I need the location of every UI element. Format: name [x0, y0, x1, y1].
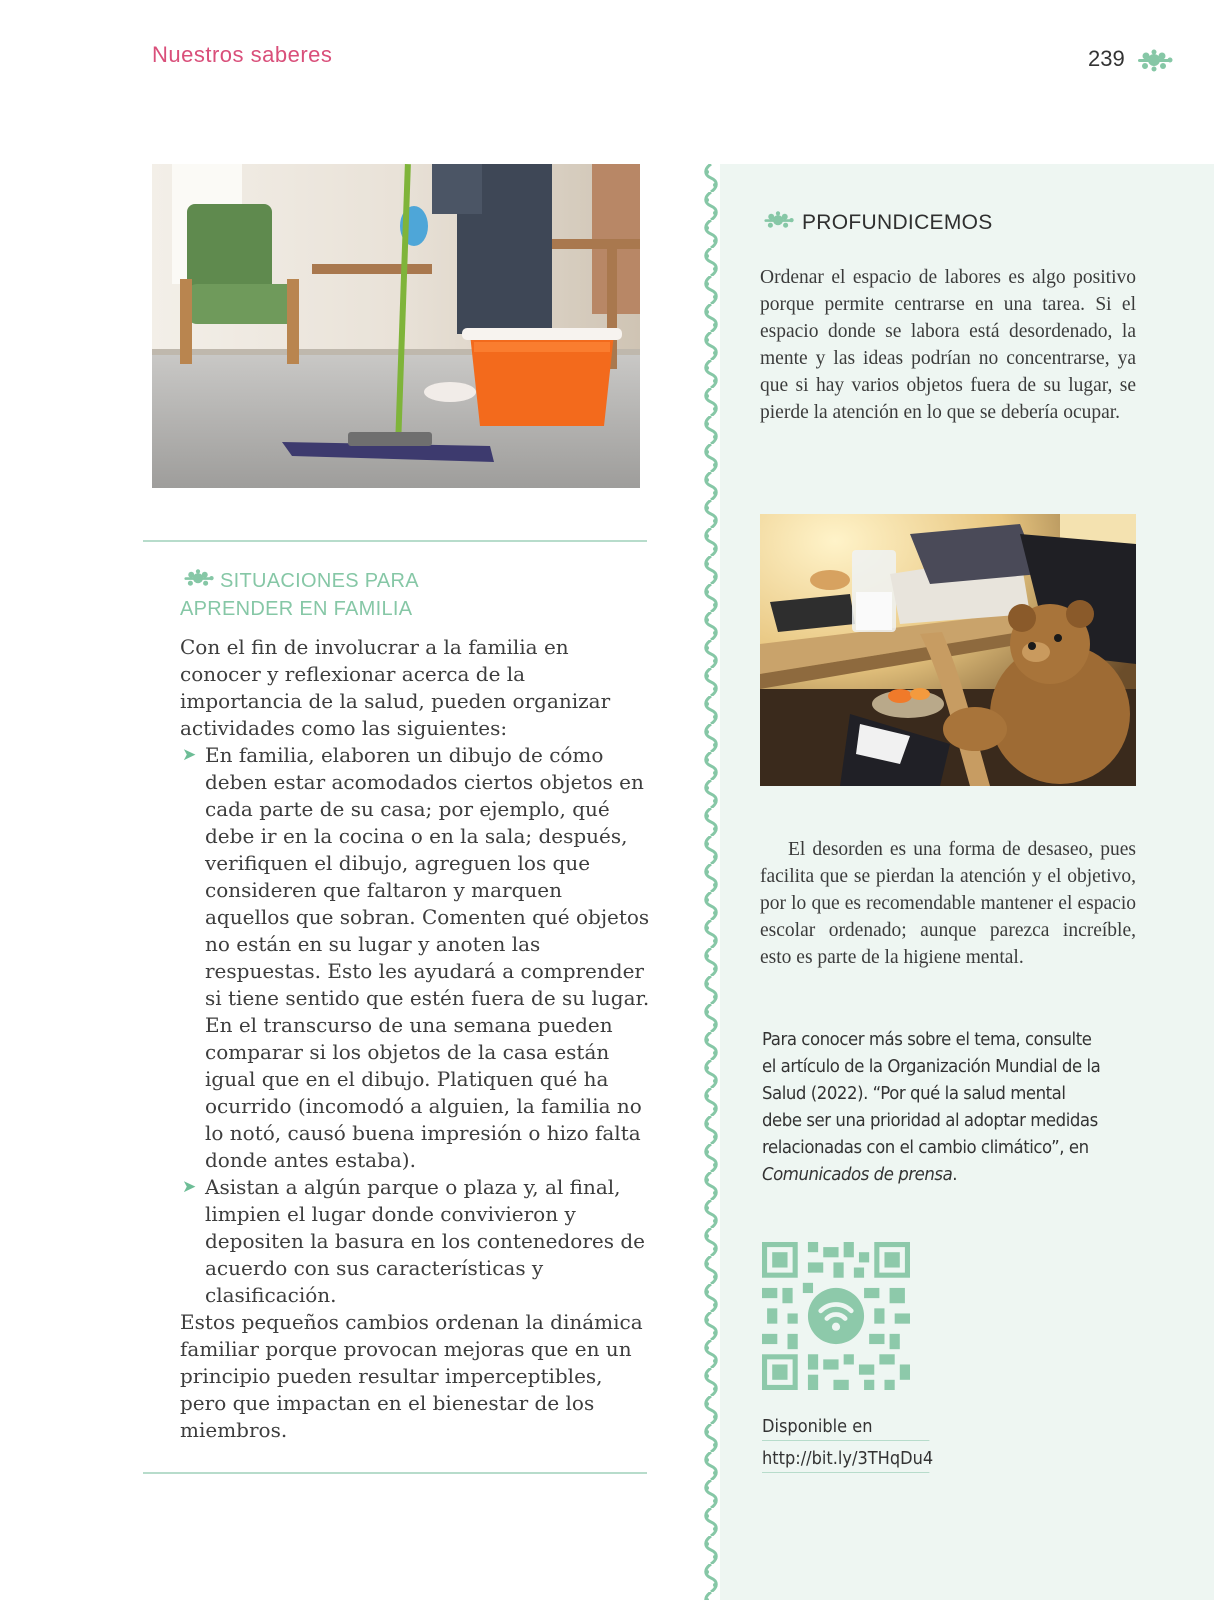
profundicemos-paragraph-1: Ordenar el espacio de labores es algo positivo porque permite centrarse en una tarea. Si el espacio donde se labora está desordenado, la mente y las ideas podrían no concentrarse, ya que si hay varios objetos fuera de su lugar, se pierde la atención en lo que se debería ocupar.: [760, 267, 1136, 423]
divider-top: [143, 540, 647, 542]
ornament-icon: [1134, 48, 1174, 74]
activities-list: [180, 742, 650, 1309]
arrow-bullet-icon: ➤: [182, 1177, 197, 1197]
arrow-bullet-icon: ➤: [182, 745, 197, 765]
section-title: Nuestros saberes: [152, 42, 333, 67]
situaciones-heading-line2: APRENDER EN FAMILIA: [180, 598, 413, 620]
ornament-icon: [760, 210, 796, 238]
messy-desk-photo: [760, 514, 1136, 786]
decorative-border: [702, 164, 720, 1600]
reference-paragraph: Para conocer más sobre el tema, consulte el artículo de la Organización Mundial de la Salud (2022). “Por qué la salud mental debe ser una prioridad al adoptar medidas relacionadas con el cambio climático”, en Comunicados de prensa.: [762, 1029, 1101, 1185]
situaciones-body: [180, 634, 650, 1444]
mop-cleaning-photo: [152, 164, 640, 488]
profundicemos-title: PROFUNDICEMOS: [802, 211, 993, 234]
situaciones-heading-line1: SITUACIONES PARA: [220, 570, 419, 592]
reference-source: Comunicados de prensa: [762, 1164, 953, 1185]
available-label: Disponible en: [762, 1416, 929, 1441]
profundicemos-heading: [760, 210, 993, 238]
situaciones-heading: [180, 568, 600, 622]
profundicemos-paragraph-2: El desorden es una forma de desaseo, pues facilita que se pierdan la atención y el objetivo, por lo que es recomendable mantener el espacio escolar ordenado; aunque parezca increíble, esto es parte de la higiene mental.: [760, 839, 1136, 968]
situaciones-intro: Con el fin de involucrar a la familia en conocer y reflexionar acerca de la importancia de la salud, pueden organizar actividades como las siguientes:: [180, 635, 611, 740]
resource-link[interactable]: http://bit.ly/3THqDu4: [762, 1448, 929, 1473]
list-item: ➤ En familia, elaboren un dibujo de cómo deben estar acomodados ciertos objetos en cada parte de su casa; por ejemplo, qué debe ir en la cocina o en la sala; después, verifiquen el dibujo, agreguen los que consideren que faltaron y marquen aquellos que sobran. Comenten qué objetos no están en su lugar y anoten las respuestas. Esto les ayudará a comprender si tiene sentido que estén fuera de su lugar. En el transcurso de una semana pueden comparar si los objetos de la casa están igual que en el dibujo. Platiquen qué ha ocurrido (incomodó a alguien, la familia no lo notó, causó buena impresión o hizo falta donde antes estaba).: [182, 743, 650, 1172]
divider-bottom: [143, 1472, 647, 1474]
page-number: 239: [1088, 46, 1125, 71]
ornament-icon: [180, 568, 216, 597]
qr-code[interactable]: [762, 1242, 910, 1390]
situaciones-closing: Estos pequeños cambios ordenan la dinámica familiar porque provocan mejoras que en un principio pueden resultar imperceptibles, pero que impactan en el bienestar de los miembros.: [180, 1310, 643, 1442]
list-item: ➤ Asistan a algún parque o plaza y, al final, limpien el lugar donde convivieron y depositen la basura en los contenedores de acuerdo con sus características y clasificación.: [182, 1175, 645, 1307]
